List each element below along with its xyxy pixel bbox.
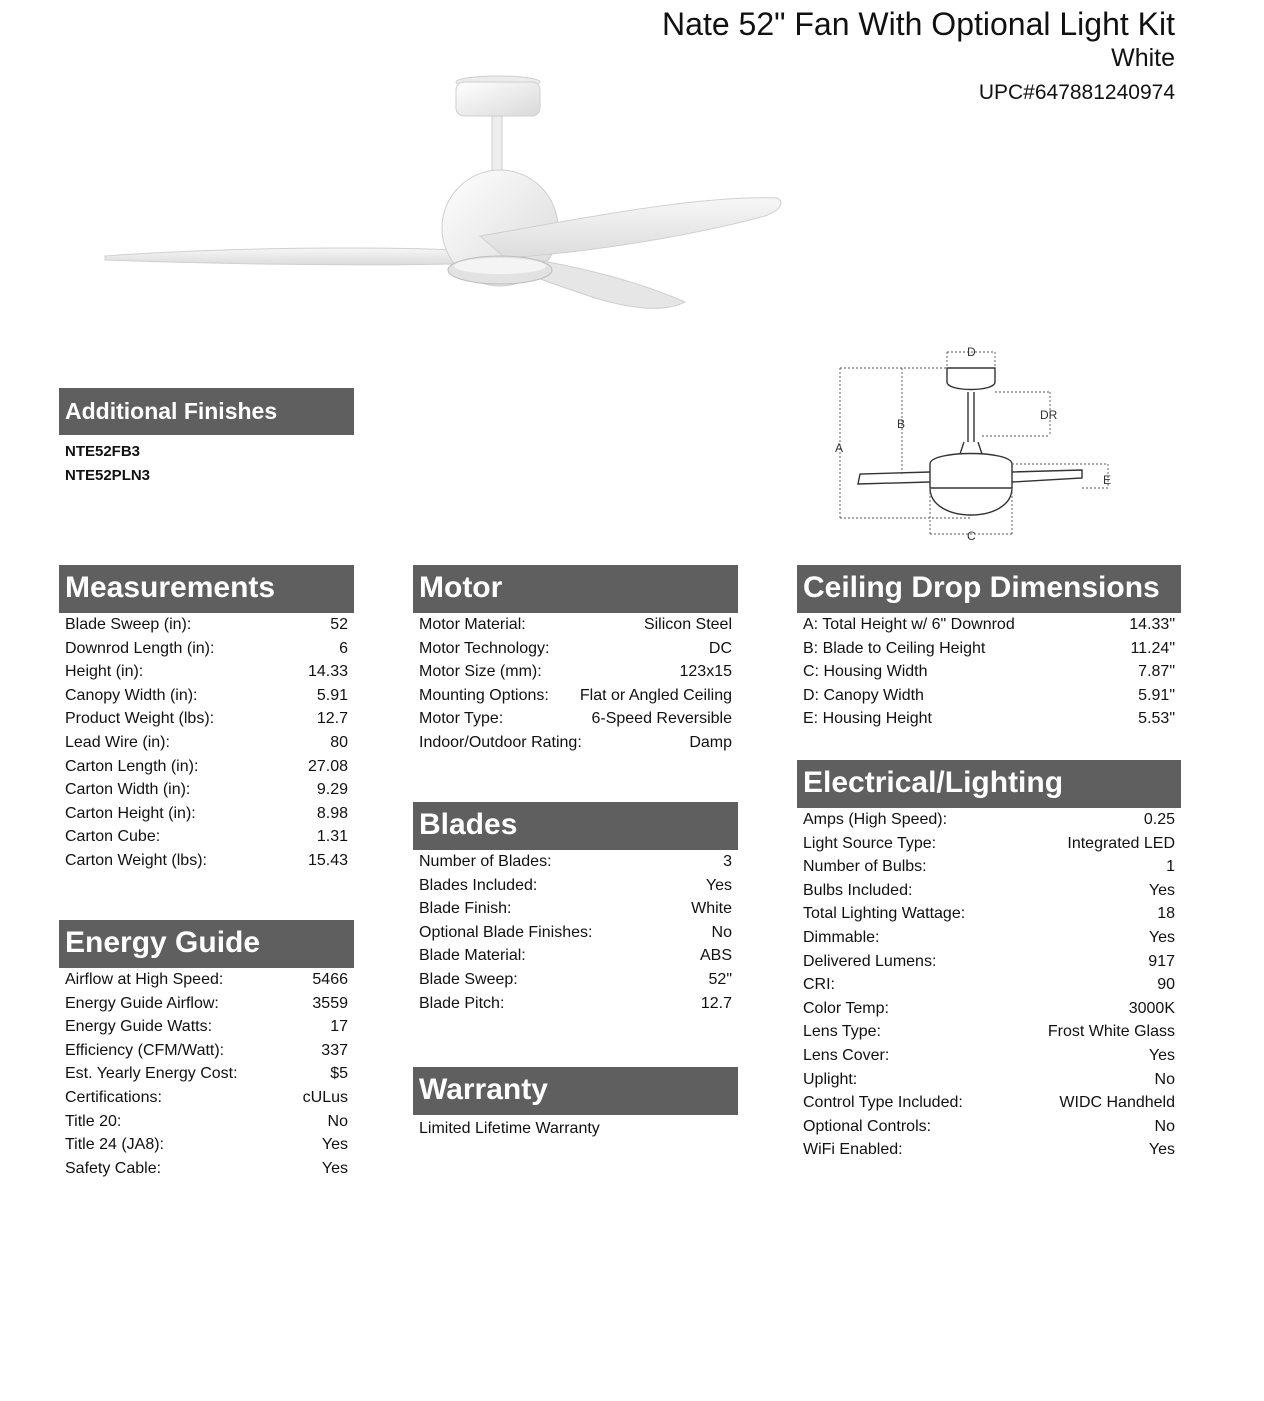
spec-row — [797, 613, 1181, 637]
spec-label: D: Canopy Width — [803, 686, 924, 704]
spec-row — [797, 1138, 1181, 1162]
spec-row — [797, 1044, 1181, 1068]
ceiling-drop-header: Ceiling Drop Dimensions — [797, 565, 1181, 613]
spec-label: Carton Cube: — [65, 828, 161, 846]
spec-label: Blade Sweep: — [419, 970, 518, 988]
spec-row — [797, 902, 1181, 926]
spec-label: Motor Technology: — [419, 639, 550, 657]
spec-label: Height (in): — [65, 663, 144, 681]
spec-value: 12.7 — [316, 710, 348, 728]
spec-row — [797, 832, 1181, 856]
spec-row — [59, 1015, 354, 1039]
spec-label: Control Type Included: — [803, 1094, 963, 1112]
spec-label: Uplight: — [803, 1070, 858, 1088]
spec-value: 6 — [339, 639, 348, 657]
spec-label: Motor Type: — [419, 710, 504, 728]
spec-label: Blades Included: — [419, 876, 538, 894]
spec-label: E: Housing Height — [803, 710, 932, 728]
spec-label: C: Housing Width — [803, 663, 928, 681]
motor-header: Motor — [413, 565, 738, 613]
spec-label: Mounting Options: — [419, 686, 549, 704]
spec-row — [413, 968, 738, 992]
spec-row — [797, 660, 1181, 684]
spec-row — [797, 973, 1181, 997]
spec-row — [59, 1062, 354, 1086]
spec-row — [59, 1110, 354, 1134]
spec-label: Product Weight (lbs): — [65, 710, 215, 728]
spec-value: Flat or Angled Ceiling — [579, 686, 732, 704]
warranty-header: Warranty — [413, 1067, 738, 1115]
motor-table — [413, 613, 738, 755]
spec-value: Damp — [689, 733, 732, 751]
spec-row — [797, 1020, 1181, 1044]
spec-row — [413, 850, 738, 874]
motor-section — [413, 565, 738, 755]
spec-row — [797, 1068, 1181, 1092]
spec-label: Blade Sweep (in): — [65, 616, 192, 633]
spec-row — [413, 897, 738, 921]
spec-row — [59, 992, 354, 1016]
spec-value: cULus — [302, 1088, 348, 1106]
spec-label: Light Source Type: — [803, 834, 937, 852]
spec-label: B: Blade to Ceiling Height — [803, 639, 986, 657]
spec-value: White — [691, 900, 732, 918]
warranty-section — [413, 1067, 738, 1141]
spec-row — [59, 660, 354, 684]
spec-label: Safety Cable: — [65, 1159, 162, 1177]
measurements-section — [59, 565, 354, 873]
spec-label: Lens Cover: — [803, 1046, 890, 1064]
spec-value: 52" — [708, 970, 732, 988]
energy-guide-header: Energy Guide — [59, 920, 354, 968]
measurements-header: Measurements — [59, 565, 354, 613]
spec-label: Lens Type: — [803, 1023, 881, 1041]
spec-label: Efficiency (CFM/Watt): — [65, 1041, 225, 1059]
spec-value: No — [711, 923, 732, 941]
diagram-label-a: A — [835, 441, 844, 455]
spec-value: WIDC Handheld — [1059, 1094, 1175, 1112]
ceiling-drop-table — [797, 613, 1181, 731]
blades-section — [413, 802, 738, 1015]
spec-row — [413, 874, 738, 898]
spec-label: Canopy Width (in): — [65, 686, 198, 704]
spec-value: Yes — [321, 1136, 348, 1154]
spec-row — [59, 825, 354, 849]
spec-row — [59, 1133, 354, 1157]
spec-label: Indoor/Outdoor Rating: — [419, 733, 582, 751]
spec-label: Bulbs Included: — [803, 881, 913, 899]
spec-value: 17 — [330, 1018, 348, 1036]
spec-value: 6-Speed Reversible — [591, 710, 732, 728]
spec-label: Energy Guide Watts: — [65, 1018, 213, 1036]
product-title: Nate 52" Fan With Optional Light Kit — [662, 6, 1175, 42]
additional-finishes-header: Additional Finishes — [59, 388, 354, 435]
warranty-text: Limited Lifetime Warranty — [419, 1120, 600, 1137]
spec-label: Motor Size (mm): — [419, 663, 542, 681]
spec-value: 0.25 — [1143, 811, 1175, 828]
spec-row — [797, 926, 1181, 950]
spec-value: 52 — [330, 616, 348, 633]
spec-value: 5.53" — [1138, 710, 1175, 728]
spec-row — [59, 1086, 354, 1110]
spec-label: Total Lighting Wattage: — [803, 905, 966, 923]
spec-value: ABS — [699, 947, 732, 965]
spec-label: Carton Width (in): — [65, 781, 191, 799]
spec-value: Yes — [1148, 1141, 1175, 1159]
spec-value: 337 — [321, 1041, 348, 1059]
spec-row — [59, 731, 354, 755]
spec-row — [797, 950, 1181, 974]
spec-value: 917 — [1148, 952, 1175, 970]
spec-label: Title 20: — [65, 1112, 122, 1130]
spec-row — [797, 879, 1181, 903]
spec-value: 3559 — [312, 994, 348, 1012]
product-upc: UPC#647881240974 — [978, 81, 1175, 104]
spec-label: Blade Finish: — [419, 900, 512, 918]
spec-label: Color Temp: — [803, 999, 889, 1017]
spec-row — [413, 613, 738, 637]
spec-label: CRI: — [803, 976, 835, 994]
spec-label: Amps (High Speed): — [803, 811, 948, 828]
spec-row — [59, 613, 354, 637]
spec-value: 3000K — [1128, 999, 1175, 1017]
spec-label: Certifications: — [65, 1088, 162, 1106]
spec-row — [413, 684, 738, 708]
spec-value: 8.98 — [316, 804, 348, 822]
spec-row — [413, 921, 738, 945]
spec-value: No — [327, 1112, 348, 1130]
spec-value: No — [1154, 1117, 1175, 1135]
spec-value: 1 — [1166, 858, 1175, 876]
spec-row — [797, 1091, 1181, 1115]
spec-row — [797, 707, 1181, 731]
diagram-label-b: B — [897, 417, 906, 431]
spec-label: Blade Pitch: — [419, 994, 505, 1012]
spec-label: Lead Wire (in): — [65, 733, 170, 751]
electrical-table — [797, 808, 1181, 1162]
spec-value: 11.24" — [1130, 639, 1175, 657]
spec-row — [59, 637, 354, 661]
spec-label: Delivered Lumens: — [803, 952, 937, 970]
spec-label: WiFi Enabled: — [803, 1141, 903, 1159]
spec-value: 123x15 — [679, 663, 732, 681]
fan-product-image — [95, 70, 795, 330]
spec-value: Yes — [321, 1159, 348, 1177]
spec-row — [59, 849, 354, 873]
spec-label: Number of Bulbs: — [803, 858, 927, 876]
spec-value: 14.33 — [307, 663, 348, 681]
spec-label: Blade Material: — [419, 947, 526, 965]
spec-label: Energy Guide Airflow: — [65, 994, 219, 1012]
spec-value: 12.7 — [700, 994, 732, 1012]
spec-value: Silicon Steel — [643, 616, 732, 633]
spec-row — [59, 1039, 354, 1063]
spec-value: 5.91 — [316, 686, 348, 704]
spec-row — [797, 855, 1181, 879]
spec-row — [413, 637, 738, 661]
spec-row — [413, 944, 738, 968]
spec-row — [797, 684, 1181, 708]
blades-header: Blades — [413, 802, 738, 850]
spec-row — [797, 637, 1181, 661]
spec-value: Yes — [1148, 881, 1175, 899]
spec-label: Optional Blade Finishes: — [419, 923, 593, 941]
spec-row — [797, 1115, 1181, 1139]
spec-row — [413, 660, 738, 684]
spec-label: Downrod Length (in): — [65, 639, 215, 657]
additional-finishes-section — [59, 388, 354, 487]
spec-row — [413, 731, 738, 755]
spec-row — [413, 707, 738, 731]
finish-item: NTE52PLN3 — [65, 466, 151, 484]
measurements-table — [59, 613, 354, 873]
diagram-label-e: E — [1103, 473, 1112, 487]
spec-value: Yes — [705, 876, 732, 894]
spec-value: Frost White Glass — [1047, 1023, 1175, 1041]
spec-row — [59, 778, 354, 802]
spec-label: Carton Height (in): — [65, 804, 196, 822]
spec-value: 27.08 — [307, 757, 348, 775]
spec-value: 3 — [723, 853, 732, 870]
product-finish: White — [1111, 44, 1175, 72]
spec-label: Title 24 (JA8): — [65, 1136, 164, 1154]
ceiling-drop-section — [797, 565, 1181, 731]
spec-value: 90 — [1157, 976, 1175, 994]
spec-label: Est. Yearly Energy Cost: — [65, 1065, 238, 1083]
spec-row — [59, 1157, 354, 1181]
spec-row — [59, 802, 354, 826]
finish-item: NTE52FB3 — [65, 443, 141, 460]
spec-label: Carton Weight (lbs): — [65, 851, 207, 869]
spec-value: $5 — [330, 1065, 348, 1083]
spec-row — [797, 808, 1181, 832]
diagram-label-d: D — [967, 345, 976, 359]
spec-row — [59, 968, 354, 992]
spec-label: A: Total Height w/ 6" Downrod — [803, 616, 1015, 633]
spec-value: 9.29 — [316, 781, 348, 799]
additional-finishes-list — [59, 440, 354, 487]
spec-row — [797, 997, 1181, 1021]
spec-label: Optional Controls: — [803, 1117, 932, 1135]
spec-row — [59, 684, 354, 708]
electrical-section — [797, 760, 1181, 1162]
spec-value: Yes — [1148, 928, 1175, 946]
blades-table — [413, 850, 738, 1015]
spec-value: 1.31 — [316, 828, 348, 846]
dimension-diagram — [830, 342, 1120, 547]
spec-row — [59, 755, 354, 779]
spec-label: Number of Blades: — [419, 853, 552, 870]
spec-value: 14.33" — [1129, 616, 1175, 633]
spec-label: Carton Length (in): — [65, 757, 199, 775]
spec-label: Dimmable: — [803, 928, 880, 946]
spec-label: Motor Material: — [419, 616, 526, 633]
spec-label: Airflow at High Speed: — [65, 971, 224, 988]
spec-value: No — [1154, 1070, 1175, 1088]
energy-guide-section — [59, 920, 354, 1180]
diagram-label-c: C — [967, 529, 976, 543]
spec-value: DC — [708, 639, 732, 657]
energy-guide-table — [59, 968, 354, 1180]
spec-value: Yes — [1148, 1046, 1175, 1064]
spec-value: 5.91" — [1138, 686, 1175, 704]
spec-row — [59, 707, 354, 731]
spec-value: 18 — [1157, 905, 1175, 923]
spec-row — [413, 992, 738, 1016]
spec-value: 80 — [330, 733, 348, 751]
spec-value: 15.43 — [307, 851, 348, 869]
diagram-label-dr: DR — [1040, 408, 1058, 422]
spec-value: 5466 — [312, 971, 348, 988]
electrical-header: Electrical/Lighting — [797, 760, 1181, 808]
spec-value: Integrated LED — [1067, 834, 1175, 852]
spec-value: 7.87" — [1138, 663, 1175, 681]
